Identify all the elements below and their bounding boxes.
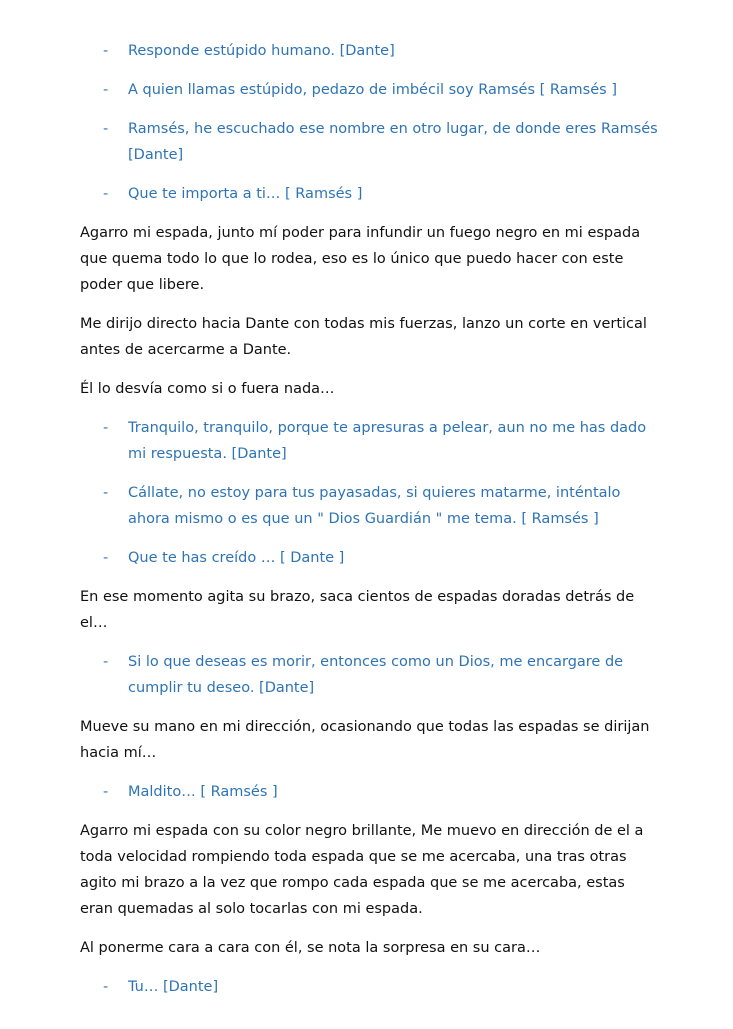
- dialogue-dash: -: [103, 784, 109, 800]
- dialogue-text: Si lo que deseas es morir, entonces como un Dios, me encargare de cumplir tu deseo. [Dante]: [128, 654, 624, 696]
- dialogue-dash: -: [103, 485, 109, 501]
- dialogue-dash: -: [103, 43, 109, 59]
- dialogue-text: Maldito… [ Ramsés ]: [128, 784, 278, 800]
- dialogue-dash: -: [103, 654, 109, 670]
- dialogue-text: A quien llamas estúpido, pedazo de imbécil soy Ramsés [ Ramsés ]: [128, 82, 617, 98]
- narrative-paragraph: En ese momento agita su brazo, saca cientos de espadas doradas detrás de el…: [80, 589, 635, 631]
- dialogue-dash: -: [103, 186, 109, 202]
- dialogue-text: Ramsés, he escuchado ese nombre en otro lugar, de donde eres Ramsés [Dante]: [128, 121, 658, 163]
- dialogue-text: Que te importa a ti… [ Ramsés ]: [128, 186, 363, 202]
- narrative-paragraph: Al ponerme cara a cara con él, se nota la sorpresa en su cara…: [80, 940, 541, 956]
- narrative-paragraph: Agarro mi espada con su color negro brillante, Me muevo en dirección de el a toda velocidad rompiendo toda espada que se me acercaba, una tras otras agito mi brazo a la vez que rompo cada espada que se me acercaba, estas eran quemadas al solo tocarlas con mi espada.: [80, 823, 644, 917]
- dialogue-text: Tu… [Dante]: [128, 979, 219, 995]
- dialogue-text: Tranquilo, tranquilo, porque te apresuras a pelear, aun no me has dado mi respuesta. [Dante]: [128, 420, 647, 462]
- narrative-paragraph: Me dirijo directo hacia Dante con todas mis fuerzas, lanzo un corte en vertical antes de acercarme a Dante.: [80, 316, 647, 358]
- dialogue-text: Cállate, no estoy para tus payasadas, si quieres matarme, inténtalo ahora mismo o es que un " Dios Guardián " me tema. [ Ramsés ]: [128, 485, 621, 527]
- dialogue-dash: -: [103, 82, 109, 98]
- narrative-paragraph: Mueve su mano en mi dirección, ocasionando que todas las espadas se dirijan hacia mí…: [80, 719, 650, 761]
- narrative-paragraph: Agarro mi espada, junto mí poder para infundir un fuego negro en mi espada que quema todo lo que lo rodea, eso es lo único que puedo hacer con este poder que libere.: [80, 225, 641, 293]
- dialogue-text: Responde estúpido humano. [Dante]: [128, 43, 395, 59]
- dialogue-dash: -: [103, 979, 109, 995]
- dialogue-dash: -: [103, 420, 109, 436]
- dialogue-text: Que te has creído … [ Dante ]: [128, 550, 345, 566]
- dialogue-dash: -: [103, 550, 109, 566]
- narrative-paragraph: Él lo desvía como si o fuera nada…: [80, 381, 335, 397]
- dialogue-dash: -: [103, 121, 109, 137]
